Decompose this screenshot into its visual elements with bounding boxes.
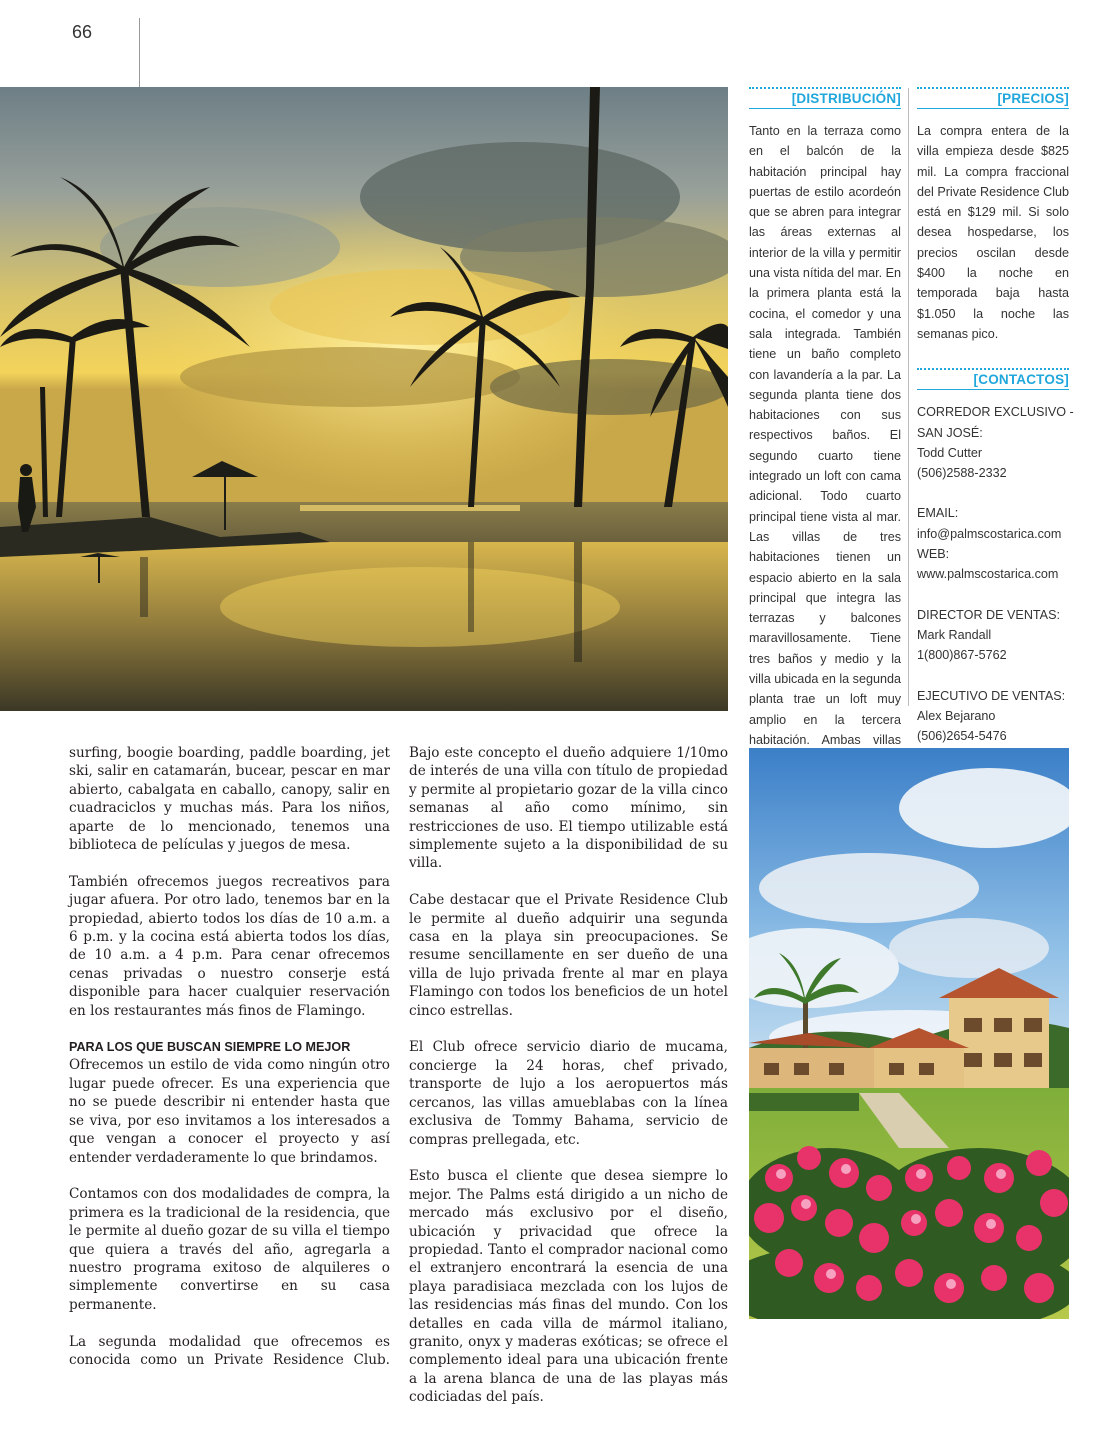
contact-line: DIRECTOR DE VENTAS: [917, 607, 1060, 622]
contact-line: CORREDOR EXCLUSIVO - [917, 405, 1074, 420]
contact-name: Todd Cutter [917, 445, 983, 460]
precios-text: La compra entera de la villa empieza desde $825 mil. La compra fraccional del Private Residence Club está en $129 mil. Si solo desea hospedarse, los precios oscilan desde $400 la noche en temporada baja hasta $1.050 la noche las semanas pico. [917, 124, 1069, 341]
page-number: 66 [72, 22, 93, 42]
section-heading: PARA LOS QUE BUSCAN SIEMPRE LO MEJOR [69, 1040, 351, 1055]
contactos-header [917, 368, 1069, 392]
article-column-1 [69, 744, 390, 1388]
contact-line: WEB: [917, 547, 950, 562]
article-paragraph: El Club ofrece servicio diario de mucama, concierge la 24 horas, chef privado, transporte de lujo a los aeropuertos más cercanos, las villas amueblabas con la línea exclusiva de Tommy Bahama, servicio de compras prellegada, etc. [409, 1039, 728, 1148]
article-paragraph: Ofrecemos un estilo de vida como ningún otro lugar puede ofrecer. Es una experiencia que no se puede describir ni entender hasta que se viva, por eso invitamos a los interesados a que vengan a conocer el proyecto y así entender verdaderamente lo que brindamos. [69, 1057, 390, 1166]
precios-header [917, 87, 1069, 111]
article-paragraph: surfing, boogie boarding, paddle boarding, jet ski, salir en catamarán, bucear, pescar en mar abierto, cabalgata en caballo, canopy, salir en cuadraciclos y muchas más. Para los niños, aparte de lo mencionado, tenemos una biblioteca de películas y juegos de mesa. [69, 745, 390, 854]
article-paragraph: También ofrecemos juegos recreativos para jugar afuera. Por otro lado, tenemos bar en la propiedad, abierto todos los días de 10 a.m. a 6 p.m. y la cocina está abierta todos los días, de 10 a.m. a 4 p.m. Para cenar ofrecemos cenas privadas o nuestro conserje está disponible para hacer cualquier reservación en los restaurantes más finos de Flamingo. [69, 873, 390, 1019]
sidebar-divider [908, 88, 909, 706]
distribucion-text: Tanto en la terraza como en el balcón de la habitación principal hay puertas de estilo acordeón que se abren para integrar las áreas externas al interior de la villa y permitir una vista nítida del mar. En la primera planta está la cocina, el comedor y una sala integrada. También tiene un baño completo con lavandería a la par. La segunda planta tiene dos habitaciones con sus respectivos baños. El segundo cuarto tiene integrado un loft con cama adicional. Todo cuarto principal tiene vista al mar. Las villas de tres habitaciones tienen un espacio abierto en la sala principal que integra las terrazas y balcones maravillosamente. Tiene tres baños y medio y la villa ubicada en la segunda planta trae un loft muy amplio en la tercera habitación. Ambas villas [749, 124, 901, 747]
article-column-2 [409, 744, 728, 1425]
email-link[interactable]: info@palmscostarica.com [917, 526, 1062, 541]
contact-corredor [917, 402, 1074, 483]
website-link[interactable]: www.palmscostarica.com [917, 567, 1059, 582]
article-paragraph: La segunda modalidad que ofrecemos es conocida como un Private Residence Club. [69, 1333, 390, 1368]
sidebar-precios-contactos [917, 87, 1074, 766]
article-paragraph: Esto busca el cliente que desea siempre lo mejor. The Palms está dirigido a un nicho de mercado más exclusivo por el diseño, ubicación y privacidad que ofrece la propiedad. Tanto el comprador nacional como el extranjero encontrará la esencia de una playa paradisiaca mezclada con los lujos de las residencias más finas del mundo. Con los detalles en cada villa de mármol italiano, granito, onyx y maderas exóticas; se ofrece el complemento ideal para una ubicación frente a la arena blanca de una de las playas más codiciadas del país. [409, 1168, 728, 1406]
contact-web [917, 503, 1069, 584]
contact-ejecutivo [917, 686, 1069, 747]
contact-line: EJECUTIVO DE VENTAS: [917, 688, 1066, 703]
article-paragraph: Cabe destacar que el Private Residence Club le permite al dueño adquirir una segunda casa en la playa sin preocupaciones. Se resume sencillamente en ser dueño de una villa de lujo privada frente al mar en playa Flamingo con todos los beneficios de un hotel cinco estrellas. [409, 892, 728, 1019]
contact-line: SAN JOSÉ: [917, 425, 983, 440]
contactos-title: [CONTACTOS] [973, 372, 1069, 388]
precios-title: [PRECIOS] [997, 91, 1069, 106]
contact-name: Mark Randall [917, 627, 992, 642]
contact-director [917, 605, 1069, 666]
article-paragraph: Contamos con dos modalidades de compra, la primera es la tradicional de la residencia, que le permite al dueño gozar de su villa el tiempo que quiera a través del año, agregarla a nuestro programa exitoso de alquileres o simplemente convertirse en su casa permanente. [69, 1186, 390, 1313]
villa-garden-photo [749, 748, 1069, 1319]
contact-phone: (506)2588-2332 [917, 466, 1007, 481]
article-paragraph: Bajo este concepto el dueño adquiere 1/10mo de interés de una villa con título de propiedad y permite al propietario gozar de la villa cinco semanas al año como mínimo, sin restricciones de uso. El tiempo utilizable está simplemente sujeto a la disponibilidad de su villa. [409, 745, 728, 872]
contact-phone: (506)2654-5476 [917, 729, 1007, 744]
distribucion-title: [DISTRIBUCIÓN] [791, 91, 901, 106]
header-divider [139, 18, 140, 88]
sidebar-distribucion [749, 87, 901, 791]
contact-name: Alex Bejarano [917, 708, 996, 723]
contactos-section [917, 368, 1074, 746]
distribucion-header [749, 87, 901, 111]
contact-line: EMAIL: [917, 506, 959, 521]
sunset-pool-photo [0, 87, 728, 711]
contact-phone: 1(800)867-5762 [917, 648, 1007, 663]
